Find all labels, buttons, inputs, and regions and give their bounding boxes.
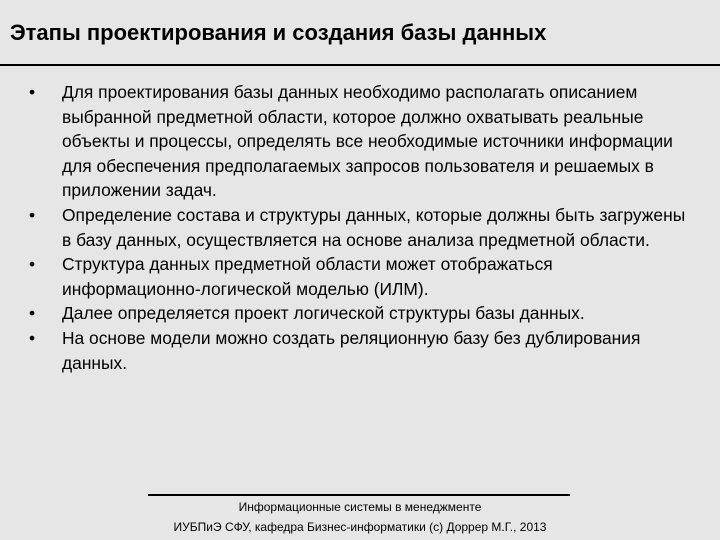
bullet-marker: • <box>29 204 36 225</box>
bullet-list <box>29 80 694 375</box>
bullet-text: Структура данных предметной области может отображаться информационно-логической моделью (ИЛМ). <box>62 254 553 299</box>
bullet-marker: • <box>29 303 36 324</box>
footer-line-course: Информационные системы в менеджменте <box>238 500 482 514</box>
bullet-item-3 <box>29 252 694 301</box>
title-divider <box>0 64 720 66</box>
bullet-text: Определение состава и структуры данных, которые должны быть загружены в базу данных, осуществляется на основе анализа предметной области. <box>62 204 686 250</box>
bullet-item-2 <box>29 203 694 252</box>
footer <box>0 497 720 537</box>
bullet-text: Далее определяется проект логической структуры базы данных. <box>62 303 585 324</box>
slide-title: Этапы проектирования и создания базы данных <box>10 20 547 45</box>
bullet-marker: • <box>29 327 36 348</box>
bullet-item-4 <box>29 301 694 326</box>
bullet-marker: • <box>29 82 36 102</box>
bullet-text: На основе модели можно создать реляционную базу без дублирования данных. <box>62 327 641 373</box>
footer-line-copyright: ИУБПиЭ СФУ, кафедра Бизнес-информатики (с) Доррер М.Г., 2013 <box>173 520 547 534</box>
bullet-item-5 <box>29 326 694 375</box>
footer-divider <box>148 494 570 496</box>
bullet-item-1 <box>29 80 694 203</box>
bullet-marker: • <box>29 254 36 275</box>
bullet-text: Для проектирования базы данных необходимо располагать описанием выбранной предметной области, которое должно охватывать реальные объекты и процессы, определять все необходимые источники информации для обеспечения предполагаемых запросов пользователя и решаемых в приложении задач. <box>62 82 673 201</box>
